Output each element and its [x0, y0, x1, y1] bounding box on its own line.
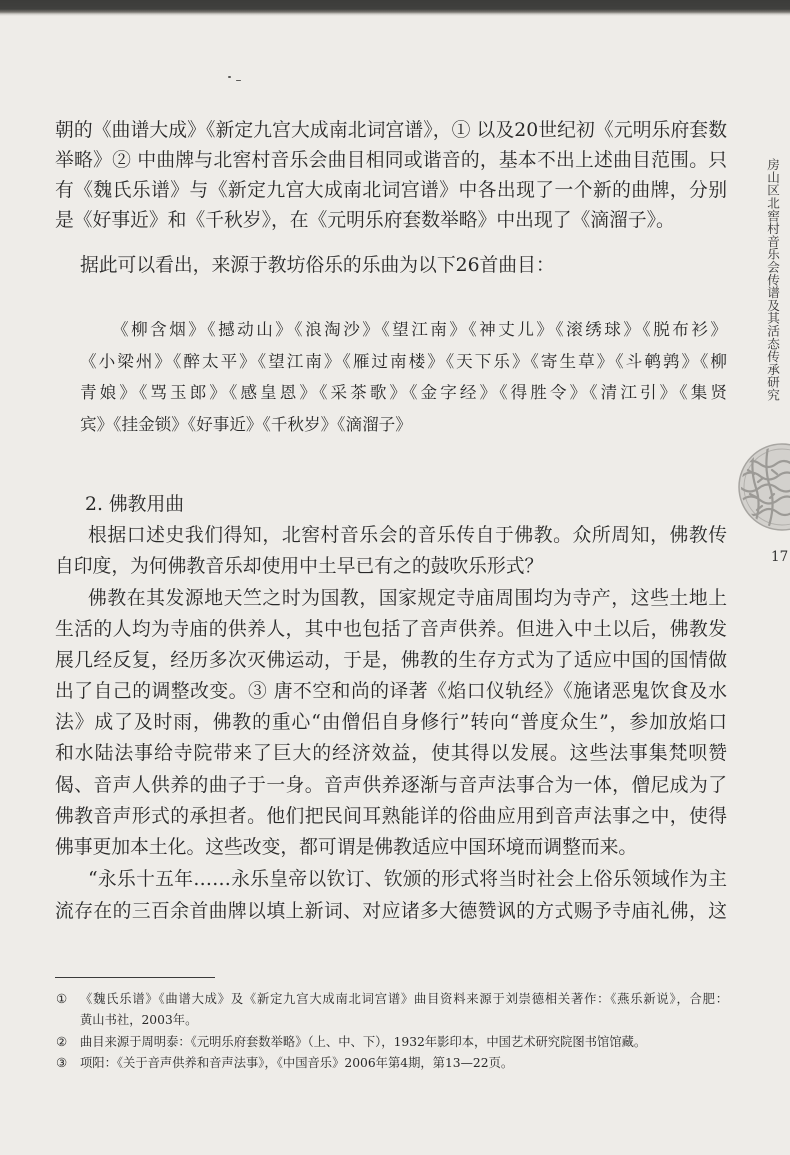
text-line: 根据口述史我们得知，北窖村音乐会的音乐传自于佛教。众所周知，佛教传 [88, 525, 727, 546]
footnote-item [55, 1032, 728, 1053]
footnote-item [55, 989, 728, 1032]
scan-speck [236, 80, 241, 81]
tune-list [80, 314, 727, 441]
text-line: 自印度，为何佛教音乐却使用中土早已有之的鼓吹乐形式？ [55, 556, 544, 577]
text-line: 佛教音声形式的承担者。他们把民间耳熟能详的俗曲应用到音声法事之中，使得 [55, 805, 727, 827]
text-line: 有《魏氏乐谱》与《新定九宫大成南北词宫谱》中各出现了一个新的曲牌，分别 [55, 180, 727, 201]
tune-list-line: 宾》《挂金锁》《好事近》《千秋岁》《滴溜子》 [80, 415, 412, 435]
text-line: 是《好事近》和《千秋岁》，在《元明乐府套数举略》中出现了《滴溜子》。 [55, 210, 675, 231]
tune-list-line: 青娘》《骂玉郎》《感皇恩》《采茶歌》《金字经》《得胜令》《清江引》《集贤 [80, 383, 727, 403]
paragraph [55, 251, 727, 281]
text-line: 偈、音声人供养的曲子于一身。音声供养逐渐与音声法事合为一体，僧尼成为了 [55, 774, 727, 796]
tune-list-line: 《小梁州》《醉太平》《望江南》《雁过南楼》《天下乐》《寄生草》《斗鹌鹑》《柳 [80, 351, 727, 371]
text-line: 展几经反复，经历多次灭佛运动，于是，佛教的生存方式为了适应中国的国情做 [55, 650, 727, 672]
scan-speck [228, 76, 231, 78]
text-line: 据此可以看出，来源于教坊俗乐的乐曲为以下26首曲目： [80, 255, 555, 276]
footnote-text: 黄山书社，2003年。 [80, 1013, 198, 1028]
text-line: 朝的《曲谱大成》《新定九宫大成南北词宫谱》，① 以及20世纪初《元明乐府套数 [55, 120, 727, 141]
text-line: 举略》② 中曲牌与北窖村音乐会曲目相同或谐音的，基本不出上述曲目范围。只 [55, 150, 727, 171]
text-line: 流存在的三百余首曲牌以填上新词、对应诸多大德赞讽的方式赐予寺庙礼佛，这 [55, 901, 727, 922]
footnote-marker: ③ [56, 1055, 68, 1070]
tune-list-line: 《柳含烟》《撼动山》《浪淘沙》《望江南》《神丈儿》《滚绣球》《脱布衫》 [112, 320, 727, 339]
seal-ornament-icon [736, 442, 790, 532]
text-line: 佛事更加本土化。这些改变，都可谓是佛教适应中国环境而调整而来。 [55, 836, 638, 858]
paragraph [55, 520, 727, 582]
page-number: 17 [771, 549, 789, 565]
text-line: “永乐十五年……永乐皇帝以钦订、钦颁的形式将当时社会上俗乐领域作为主 [88, 869, 727, 890]
section-heading-text: 2. 佛教用曲 [85, 494, 185, 515]
paragraph [55, 864, 727, 928]
section-heading [55, 490, 727, 520]
running-head: 房山区北窖村音乐会传谱及其活态传承研究 [765, 158, 780, 402]
footnote-text: 项阳：《关于音声供养和音声法事》，《中国音乐》2006年第4期，第13—22页。 [80, 1055, 514, 1070]
footnote-rule [55, 977, 215, 978]
text-line: 和水陆法事给寺院带来了巨大的经济效益，使其得以发展。这些法事集梵呗赞 [55, 743, 727, 765]
scan-edge-shadow [0, 0, 790, 16]
text-line: 出了自己的调整改变。③ 唐不空和尚的译著《焰口仪轨经》《施诸恶鬼饮食及水 [55, 681, 727, 703]
paragraph-continued [55, 116, 727, 236]
text-line: 生活的人均为寺庙的供养人，其中也包括了音声供养。但进入中土以后，佛教发 [55, 619, 727, 641]
text-line: 佛教在其发源地天竺之时为国教，国家规定寺庙周围均为寺产，这些土地上 [88, 588, 727, 609]
footnote-text: 曲目来源于周明泰：《元明乐府套数举略》（上、中、下），1932年影印本，中国艺术研究院图书馆馆藏。 [80, 1034, 647, 1049]
paragraph [55, 583, 727, 863]
footnote-text: 《魏氏乐谱》《曲谱大成》及《新定九宫大成南北词宫谱》曲目资料来源于刘崇德相关著作：《燕乐新说》，合肥： [80, 992, 728, 1006]
footnote-marker: ② [56, 1034, 68, 1049]
footnotes [55, 989, 728, 1074]
footnote-item [55, 1053, 728, 1074]
text-line: 法》成了及时雨，佛教的重心“由僧侣自身修行”转向“普度众生”，参加放焰口 [55, 712, 727, 734]
footnote-marker: ① [56, 992, 68, 1006]
